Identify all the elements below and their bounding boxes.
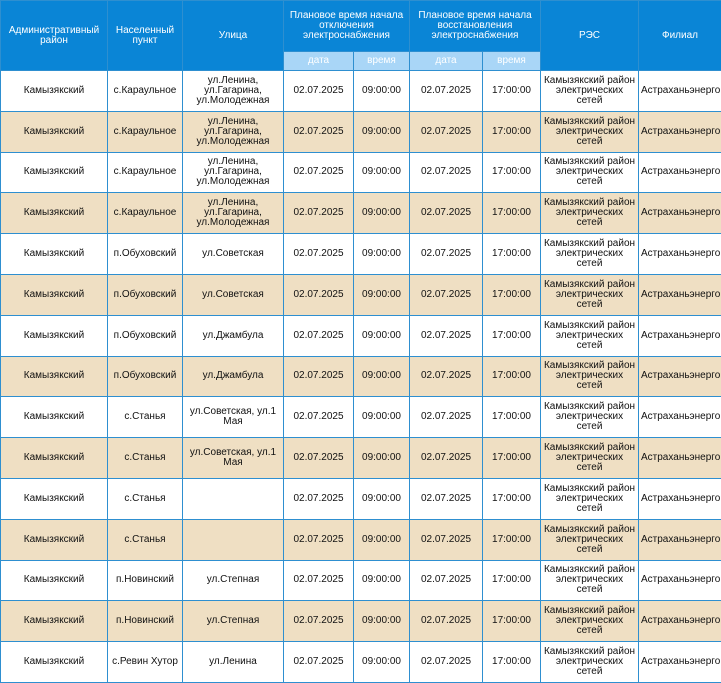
cell-off-time: 09:00:00 (354, 274, 410, 315)
cell-branch: Астраханьэнерго (639, 274, 721, 315)
subheader-off-date: дата (284, 52, 354, 71)
cell-res: Камызякский район электрических сетей (541, 601, 639, 642)
cell-on-time: 17:00:00 (483, 519, 541, 560)
cell-off-time: 09:00:00 (354, 519, 410, 560)
cell-street (183, 519, 284, 560)
table-row (1, 397, 721, 438)
cell-on-time: 17:00:00 (483, 315, 541, 356)
cell-off-date: 02.07.2025 (284, 356, 354, 397)
table-row (1, 152, 721, 193)
cell-res: Камызякский район электрических сетей (541, 438, 639, 479)
cell-res: Камызякский район электрических сетей (541, 397, 639, 438)
subheader-on-time: время (483, 52, 541, 71)
cell-off-date: 02.07.2025 (284, 111, 354, 152)
cell-on-time: 17:00:00 (483, 356, 541, 397)
cell-street: ул.Джамбула (183, 356, 284, 397)
cell-off-time: 09:00:00 (354, 478, 410, 519)
cell-branch: Астраханьэнерго (639, 397, 721, 438)
cell-off-time: 09:00:00 (354, 438, 410, 479)
header-locality: Населенный пункт (108, 1, 183, 71)
cell-on-time: 17:00:00 (483, 397, 541, 438)
cell-locality: п.Обуховский (108, 356, 183, 397)
cell-street: ул.Степная (183, 560, 284, 601)
cell-branch: Астраханьэнерго (639, 438, 721, 479)
cell-off-time: 09:00:00 (354, 397, 410, 438)
table-row (1, 193, 721, 234)
cell-on-date: 02.07.2025 (410, 438, 483, 479)
cell-on-time: 17:00:00 (483, 193, 541, 234)
cell-on-date: 02.07.2025 (410, 71, 483, 112)
cell-street: ул.Ленина, ул.Гагарина, ул.Молодежная (183, 193, 284, 234)
cell-on-date: 02.07.2025 (410, 193, 483, 234)
table-row (1, 642, 721, 683)
table-row (1, 315, 721, 356)
cell-on-time: 17:00:00 (483, 560, 541, 601)
table-body (1, 71, 721, 683)
cell-on-date: 02.07.2025 (410, 478, 483, 519)
cell-street: ул.Ленина, ул.Гагарина, ул.Молодежная (183, 71, 284, 112)
cell-district: Камызякский (1, 560, 108, 601)
table-row (1, 234, 721, 275)
cell-off-time: 09:00:00 (354, 111, 410, 152)
cell-off-date: 02.07.2025 (284, 315, 354, 356)
cell-street: ул.Ленина, ул.Гагарина, ул.Молодежная (183, 152, 284, 193)
cell-off-time: 09:00:00 (354, 152, 410, 193)
cell-district: Камызякский (1, 397, 108, 438)
cell-locality: п.Обуховский (108, 274, 183, 315)
cell-branch: Астраханьэнерго (639, 356, 721, 397)
cell-on-time: 17:00:00 (483, 601, 541, 642)
cell-street (183, 478, 284, 519)
cell-locality: с.Караульное (108, 152, 183, 193)
cell-locality: с.Караульное (108, 193, 183, 234)
table-row (1, 274, 721, 315)
cell-locality: с.Станья (108, 478, 183, 519)
cell-street: ул.Советская, ул.1 Мая (183, 438, 284, 479)
cell-off-time: 09:00:00 (354, 601, 410, 642)
cell-on-time: 17:00:00 (483, 478, 541, 519)
cell-on-date: 02.07.2025 (410, 601, 483, 642)
cell-street: ул.Степная (183, 601, 284, 642)
cell-branch: Астраханьэнерго (639, 642, 721, 683)
cell-street: ул.Ленина (183, 642, 284, 683)
cell-res: Камызякский район электрических сетей (541, 642, 639, 683)
cell-on-date: 02.07.2025 (410, 560, 483, 601)
cell-branch: Астраханьэнерго (639, 71, 721, 112)
cell-on-time: 17:00:00 (483, 438, 541, 479)
cell-street: ул.Советская, ул.1 Мая (183, 397, 284, 438)
cell-locality: п.Обуховский (108, 234, 183, 275)
header-branch: Филиал (639, 1, 721, 71)
header-street: Улица (183, 1, 284, 71)
cell-district: Камызякский (1, 193, 108, 234)
cell-off-time: 09:00:00 (354, 356, 410, 397)
cell-on-date: 02.07.2025 (410, 234, 483, 275)
table-row (1, 71, 721, 112)
cell-on-date: 02.07.2025 (410, 642, 483, 683)
cell-district: Камызякский (1, 356, 108, 397)
cell-branch: Астраханьэнерго (639, 315, 721, 356)
cell-res: Камызякский район электрических сетей (541, 315, 639, 356)
cell-district: Камызякский (1, 601, 108, 642)
cell-res: Камызякский район электрических сетей (541, 519, 639, 560)
cell-branch: Астраханьэнерго (639, 234, 721, 275)
subheader-off-time: время (354, 52, 410, 71)
cell-on-date: 02.07.2025 (410, 274, 483, 315)
cell-on-date: 02.07.2025 (410, 519, 483, 560)
header-res: РЭС (541, 1, 639, 71)
table-row (1, 560, 721, 601)
table-row (1, 601, 721, 642)
cell-district: Камызякский (1, 478, 108, 519)
cell-branch: Астраханьэнерго (639, 152, 721, 193)
cell-branch: Астраханьэнерго (639, 601, 721, 642)
header-restore-start: Плановое время начала восстановления электроснабжения (410, 1, 541, 52)
cell-res: Камызякский район электрических сетей (541, 71, 639, 112)
cell-on-date: 02.07.2025 (410, 111, 483, 152)
cell-off-date: 02.07.2025 (284, 560, 354, 601)
table-row (1, 438, 721, 479)
cell-locality: с.Ревин Хутор (108, 642, 183, 683)
cell-res: Камызякский район электрических сетей (541, 560, 639, 601)
cell-res: Камызякский район электрических сетей (541, 193, 639, 234)
cell-branch: Астраханьэнерго (639, 478, 721, 519)
cell-res: Камызякский район электрических сетей (541, 274, 639, 315)
cell-on-time: 17:00:00 (483, 71, 541, 112)
cell-locality: с.Станья (108, 519, 183, 560)
table-row (1, 356, 721, 397)
cell-street: ул.Джамбула (183, 315, 284, 356)
table-row (1, 519, 721, 560)
cell-off-time: 09:00:00 (354, 234, 410, 275)
cell-off-time: 09:00:00 (354, 315, 410, 356)
cell-off-date: 02.07.2025 (284, 438, 354, 479)
cell-locality: п.Обуховский (108, 315, 183, 356)
cell-on-date: 02.07.2025 (410, 356, 483, 397)
table-row (1, 478, 721, 519)
cell-off-time: 09:00:00 (354, 642, 410, 683)
cell-district: Камызякский (1, 234, 108, 275)
cell-off-date: 02.07.2025 (284, 152, 354, 193)
cell-on-date: 02.07.2025 (410, 152, 483, 193)
cell-off-date: 02.07.2025 (284, 234, 354, 275)
cell-res: Камызякский район электрических сетей (541, 152, 639, 193)
header-row (1, 1, 721, 52)
cell-off-date: 02.07.2025 (284, 397, 354, 438)
cell-off-date: 02.07.2025 (284, 642, 354, 683)
cell-district: Камызякский (1, 519, 108, 560)
cell-branch: Астраханьэнерго (639, 519, 721, 560)
cell-off-date: 02.07.2025 (284, 478, 354, 519)
cell-locality: с.Станья (108, 438, 183, 479)
cell-district: Камызякский (1, 71, 108, 112)
cell-off-date: 02.07.2025 (284, 193, 354, 234)
cell-off-time: 09:00:00 (354, 71, 410, 112)
cell-branch: Астраханьэнерго (639, 193, 721, 234)
cell-district: Камызякский (1, 152, 108, 193)
cell-branch: Астраханьэнерго (639, 111, 721, 152)
cell-res: Камызякский район электрических сетей (541, 478, 639, 519)
cell-off-date: 02.07.2025 (284, 274, 354, 315)
cell-on-time: 17:00:00 (483, 234, 541, 275)
cell-district: Камызякский (1, 642, 108, 683)
cell-district: Камызякский (1, 315, 108, 356)
cell-on-time: 17:00:00 (483, 642, 541, 683)
table-row (1, 111, 721, 152)
cell-district: Камызякский (1, 111, 108, 152)
cell-locality: п.Новинский (108, 601, 183, 642)
cell-locality: п.Новинский (108, 560, 183, 601)
cell-on-date: 02.07.2025 (410, 315, 483, 356)
subheader-on-date: дата (410, 52, 483, 71)
cell-locality: с.Станья (108, 397, 183, 438)
cell-locality: с.Караульное (108, 111, 183, 152)
cell-off-date: 02.07.2025 (284, 71, 354, 112)
cell-on-time: 17:00:00 (483, 152, 541, 193)
header-district: Административный район (1, 1, 108, 71)
cell-res: Камызякский район электрических сетей (541, 234, 639, 275)
cell-on-date: 02.07.2025 (410, 397, 483, 438)
cell-off-time: 09:00:00 (354, 560, 410, 601)
cell-district: Камызякский (1, 438, 108, 479)
cell-off-date: 02.07.2025 (284, 519, 354, 560)
cell-off-date: 02.07.2025 (284, 601, 354, 642)
cell-district: Камызякский (1, 274, 108, 315)
cell-res: Камызякский район электрических сетей (541, 356, 639, 397)
cell-on-time: 17:00:00 (483, 111, 541, 152)
cell-street: ул.Ленина, ул.Гагарина, ул.Молодежная (183, 111, 284, 152)
cell-off-time: 09:00:00 (354, 193, 410, 234)
cell-branch: Астраханьэнерго (639, 560, 721, 601)
cell-res: Камызякский район электрических сетей (541, 111, 639, 152)
header-off-start: Плановое время начала отключения электроснабжения (284, 1, 410, 52)
cell-locality: с.Караульное (108, 71, 183, 112)
cell-street: ул.Советская (183, 274, 284, 315)
cell-on-time: 17:00:00 (483, 274, 541, 315)
cell-street: ул.Советская (183, 234, 284, 275)
